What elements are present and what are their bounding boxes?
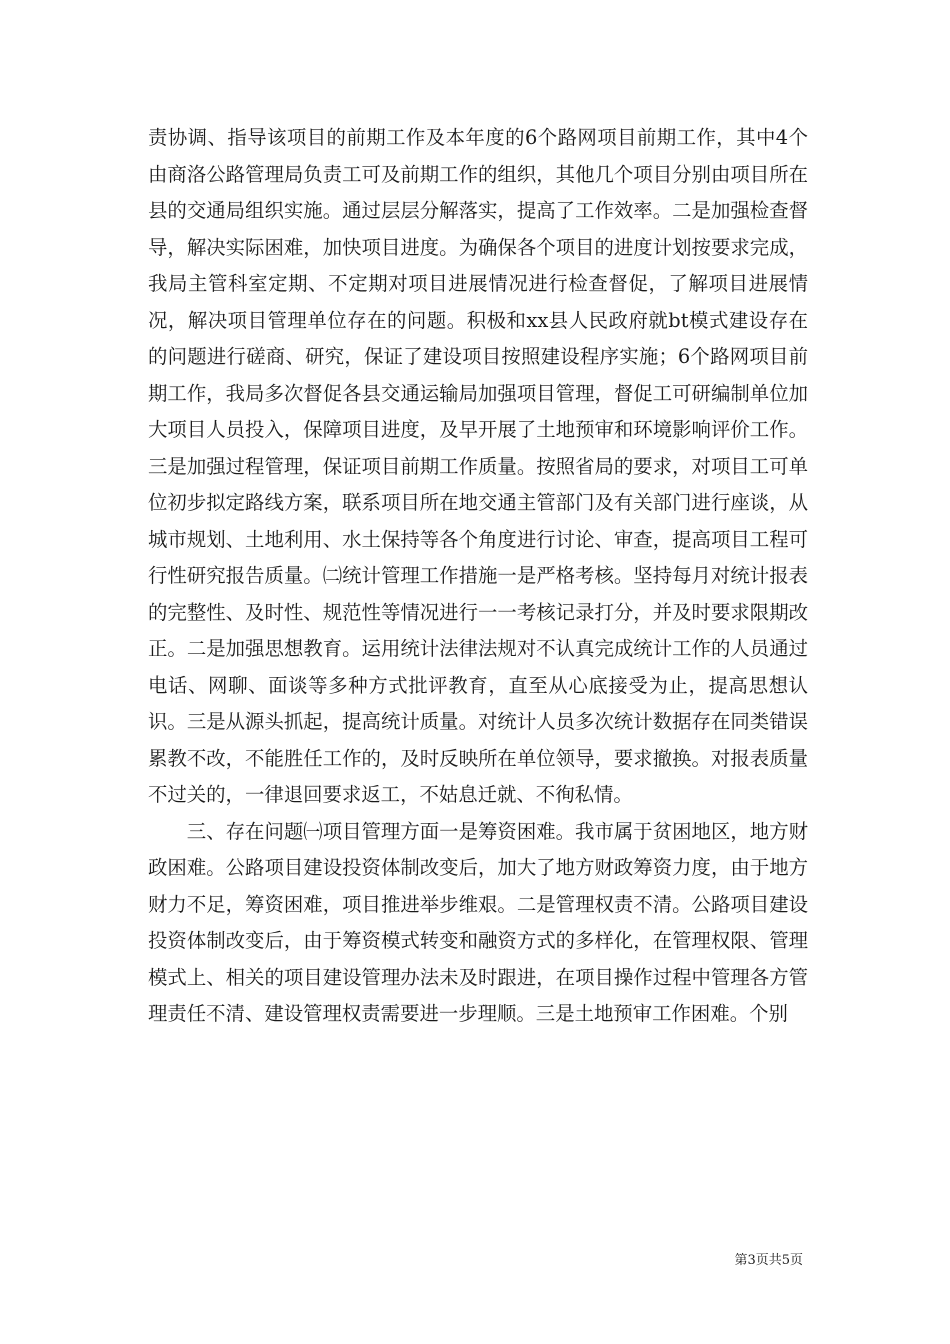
body-paragraph: 责协调、指导该项目的前期工作及本年度的6个路网项目前期工作，其中4个由商洛公路管理局负责工可及前期工作的组织，其他几个项目分别由项目所在县的交通局组织实施。通过层层分解落实，提高了工作效率。二是加强检查督导，解决实际困难，加快项目进度。为确保各个项目的进度计划按要求完成，我局主管科室定期、不定期对项目进展情况进行检查督促，了解项目进展情况，解决项目管理单位存在的问题。积极和xx县人民政府就bt模式建设存在的问题进行磋商、研究，保证了建设项目按照建设程序实施；6个路网项目前期工作，我局多次督促各县交通运输局加强项目管理，督促工可研编制单位加大项目人员投入，保障项目进度，及早开展了土地预审和环境影响评价工作。三是加强过程管理，保证项目前期工作质量。按照省局的要求，对项目工可单位初步拟定路线方案，联系项目所在地交通主管部门及有关部门进行座谈，从城市规划、土地利用、水土保持等各个角度进行讨论、审查，提高项目工程可行性研究报告质量。㈡统计管理工作措施一是严格考核。坚持每月对统计报表的完整性、及时性、规范性等情况进行一一考核记录打分，并及时要求限期改正。二是加强思想教育。运用统计法律法规对不认真完成统计工作的人员通过电话、网聊、面谈等多种方式批评教育，直至从心底接受为止，提高思想认识。三是从源头抓起，提高统计质量。对统计人员多次统计数据存在同类错误累教不改，不能胜任工作的，及时反映所在单位领导，要求撤换。对报表质量不过关的，一律退回要求返工，不姑息迁就、不徇私情。	[148, 126, 808, 806]
body-paragraph-indented: 三、存在问题㈠项目管理方面一是筹资困难。我市属于贫困地区，地方财政困难。公路项目建设投资体制改变后，加大了地方财政筹资力度，由于地方财力不足，筹资困难，项目推进举步维艰。二是管理权责不清。公路项目建设投资体制改变后，由于筹资模式转变和融资方式的多样化，在管理权限、管理模式上、相关的项目建设管理办法未及时跟进，在项目操作过程中管理各方管理责任不清、建设管理权责需要进一步理顺。三是土地预审工作困难。个别	[148, 819, 808, 1025]
document-body	[148, 120, 808, 1033]
page-number: 第3页共5页	[734, 1253, 803, 1268]
